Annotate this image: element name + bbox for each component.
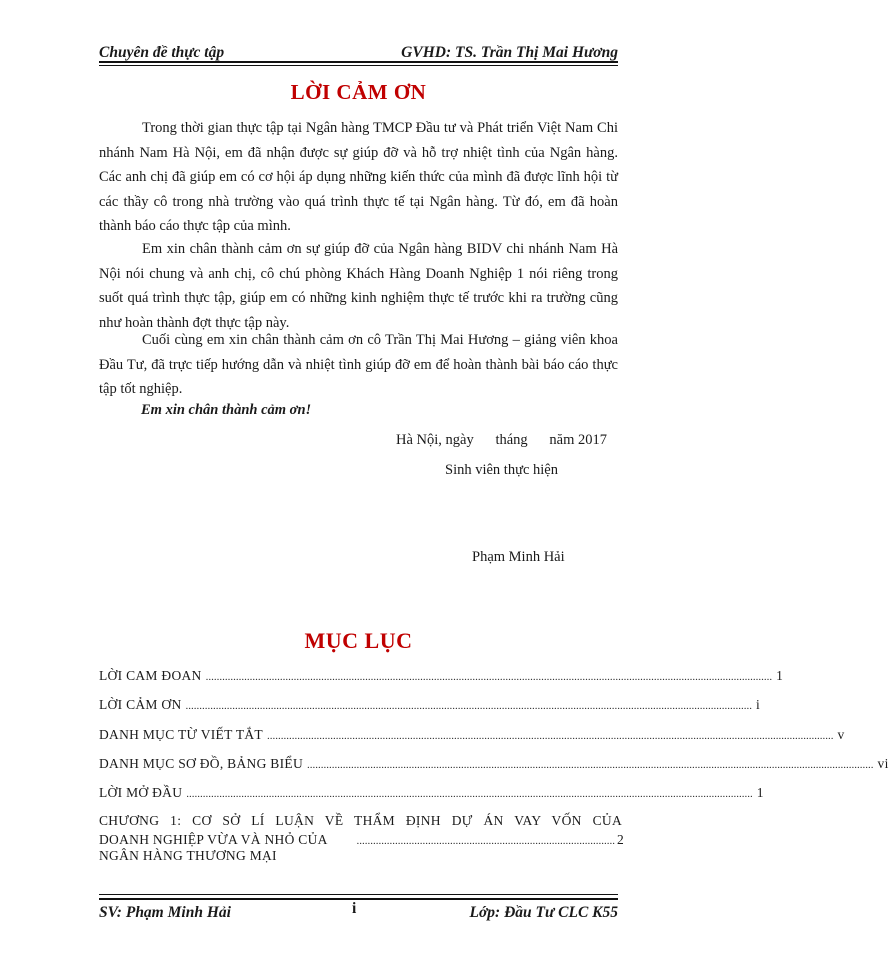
header-right: GVHD: TS. Trần Thị Mai Hương [401, 44, 618, 61]
toc-item-label: LỜI MỞ ĐẦU [99, 785, 183, 800]
toc-item-page: v [837, 727, 845, 742]
toc-chapter-1-line-2[interactable] [99, 832, 624, 864]
toc-item-label: DANH MỤC TỪ VIẾT TẮT [99, 727, 263, 742]
toc-item-loi-mo-dau[interactable] [99, 785, 764, 801]
toc-item-danh-muc-so-do[interactable] [99, 756, 889, 772]
page-header [99, 40, 618, 62]
thanks-paragraph-1: Trong thời gian thực tập tại Ngân hàng TMCP Đầu tư và Phát triển Việt Nam Chi nhánh Nam Hà Nội, em đã nhận được sự giúp đỡ và hỗ trợ nhiệt tình của Ngân hàng. Các anh chị đã giúp em có cơ hội áp dụng những kiến thức của mình đã được lĩnh hội từ các thầy cô trong nhà trường vào quá trình thực tế tại Ngân hàng. Từ đó, em đã hoàn thành báo cáo thực tập của mình. [99, 120, 618, 234]
toc-chapter-1-line-1[interactable]: CHƯƠNG 1: CƠ SỞ LÍ LUẬN VỀ THẨM ĐỊNH DỰ ÁN VAY VỐN CỦA [99, 813, 622, 828]
toc-item-danh-muc-tu-viet-tat[interactable] [99, 727, 845, 743]
toc-leader-dots: .............................................................................................................................................................................................................. [186, 788, 753, 800]
toc-item-label: LỜI CẢM ƠN [99, 697, 182, 712]
toc-item-page: 1 [776, 668, 784, 683]
toc-leader-dots: .............................................................................................................................................................................................................. [307, 759, 874, 771]
header-left: Chuyên đề thực tập [99, 44, 225, 61]
footer-left: SV: Phạm Minh Hải [99, 904, 231, 921]
toc-item-page: i [756, 697, 761, 712]
toc-leader-dots: .............................................................................................................................................................................................................. [205, 671, 773, 683]
signer-name: Phạm Minh Hải [472, 549, 565, 565]
signer-role: Sinh viên thực hiện [445, 462, 558, 478]
thanks-closing: Em xin chân thành cảm ơn! [141, 402, 312, 418]
toc-leader-dots: .............................................................................................................................................................................................................. [185, 700, 752, 712]
date-line: Hà Nội, ngày tháng năm 2017 [396, 432, 608, 448]
toc-item-label: DOANH NGHIỆP VỪA VÀ NHỎ CỦA NGÂN HÀNG THƯƠNG MẠI [99, 832, 327, 863]
footer-right: Lớp: Đầu Tư CLC K55 [469, 904, 618, 921]
toc-item-page: vi [877, 756, 889, 771]
page-number: i [352, 900, 357, 917]
page-footer [99, 900, 618, 922]
toc-item-page: 1 [756, 785, 764, 800]
toc-item-label: LỜI CAM ĐOAN [99, 668, 202, 683]
header-rule-thin [99, 65, 618, 66]
toc-item-page: 2 [616, 832, 624, 847]
toc-item-loi-cam-on[interactable] [99, 697, 761, 713]
thanks-title: LỜI CẢM ƠN [290, 80, 427, 104]
footer-rule-thin [99, 894, 618, 895]
thanks-paragraph-3: Cuối cùng em xin chân thành cảm ơn cô Trần Thị Mai Hương – giảng viên khoa Đầu Tư, đã trực tiếp hướng dẫn và nhiệt tình giúp đỡ em để hoàn thành bài báo cáo thực tập tốt nghiệp. [99, 332, 618, 397]
header-rule-thick [99, 61, 618, 63]
thanks-paragraph-2: Em xin chân thành cảm ơn sự giúp đỡ của Ngân hàng BIDV chi nhánh Nam Hà Nội nói chung và anh chị, cô chú phòng Khách Hàng Doanh Nghiệp 1 nói riêng trong suốt quá trình thực tập, giúp em có những kinh nghiệm thực tế trước khi ra trường cũng như hoàn thành đợt thực tập này. [99, 241, 618, 331]
toc-item-loi-cam-doan[interactable] [99, 668, 784, 684]
toc-leader-dots: .............................................................................................. [356, 835, 615, 847]
toc-leader-dots: .............................................................................................................................................................................................................. [266, 730, 834, 742]
toc-title: MỤC LỤC [304, 628, 413, 653]
toc-item-label: DANH MỤC SƠ ĐỒ, BẢNG BIỂU [99, 756, 304, 771]
